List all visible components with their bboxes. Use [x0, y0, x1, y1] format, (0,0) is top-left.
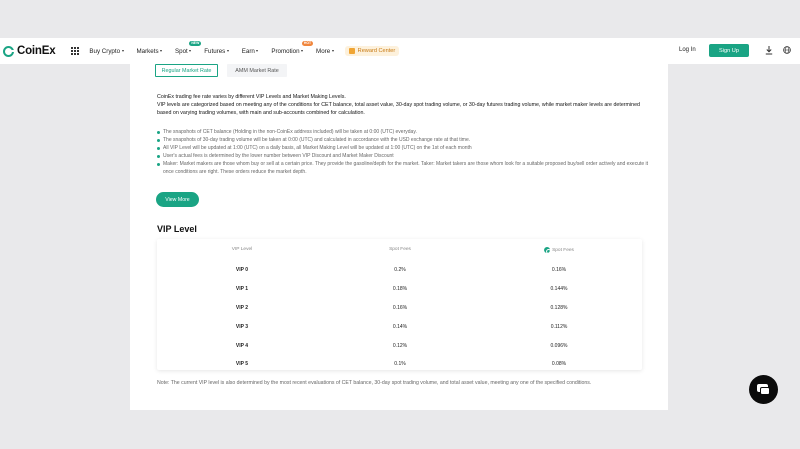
table-row [157, 336, 642, 355]
table-row [157, 317, 642, 336]
spot-fee-cell: 0.12% [392, 343, 408, 349]
header-spot-fees-cet: Spot Fees [544, 247, 574, 253]
chat-support-button[interactable] [749, 375, 778, 404]
spot-fee-cet-cell: 0.16% [551, 267, 567, 273]
list-item: Maker: Market makers are those whom buy or sell at a certain price. They provide the gasoline/depth for the market. Taker: Market takers are those whom look for a suitable proposed buy/sell order actively and execute it once conditions are right. These orders reduce the market depth. [157, 160, 657, 176]
nav-promotion[interactable]: Promotion HOT [271, 41, 312, 55]
cet-coin-icon [544, 247, 550, 253]
spot-fee-cell: 0.1% [394, 361, 406, 367]
spot-fee-cet-cell: 0.112% [550, 324, 568, 330]
list-item: The snapshots of 30-day trading volume will be taken at 0:00 (UTC) and calculated in accordance with the USD exchange rate at that time. [157, 136, 657, 144]
fee-rules-list [157, 128, 657, 176]
spot-fee-cell: 0.14% [392, 324, 408, 330]
signup-button[interactable]: Sign Up [709, 44, 749, 57]
vip-level-cell: VIP 5 [235, 361, 249, 367]
coinex-logo[interactable] [3, 45, 55, 57]
vip-level-cell: VIP 1 [235, 286, 249, 292]
spot-fee-cell: 0.2% [394, 267, 406, 273]
spot-fee-cet-cell: 0.096% [550, 343, 568, 349]
chevron-down-icon [227, 50, 229, 52]
coinex-logo-icon [3, 46, 14, 57]
spot-fee-cell: 0.16% [392, 305, 408, 311]
nav-more[interactable]: More [316, 48, 334, 55]
fee-rate-card [130, 64, 668, 410]
table-row [157, 298, 642, 317]
top-navbar [0, 38, 800, 64]
list-item: All VIP Level will be updated at 1:00 (UTC) on a daily basis, all Market Making Level will be updated at 1:00 (UTC) on the 1st of each month [157, 144, 657, 152]
list-item: User's actual fees is determined by the lower number between VIP Discount and Market Maker Discount [157, 152, 657, 160]
vip-note: Note: The current VIP level is also determined by the most recent evaluations of CET balance, 30-day spot trading volume, and total asset value, meeting any one of the specified conditions. [157, 380, 592, 386]
spot-fee-cet-cell: 0.144% [550, 286, 568, 292]
grid-icon[interactable] [71, 47, 79, 55]
chevron-down-icon [256, 50, 258, 52]
nav-earn[interactable]: Earn [242, 48, 259, 55]
download-icon[interactable] [765, 46, 773, 55]
spot-fee-cell: 0.18% [392, 286, 408, 292]
vip-level-title: VIP Level [157, 224, 197, 234]
fee-intro [157, 93, 647, 117]
table-row [157, 279, 642, 298]
chevron-down-icon [122, 50, 124, 52]
vip-level-cell: VIP 4 [235, 343, 249, 349]
vip-fee-table [157, 239, 642, 370]
globe-icon[interactable] [783, 46, 791, 54]
login-link[interactable]: Log In [679, 47, 696, 53]
intro-line-1: CoinEx trading fee rate varies by different VIP Levels and Market Making Levels. [157, 94, 346, 100]
view-more-button[interactable]: View More [156, 192, 199, 207]
list-item: The snapshots of CET balance (Holding in the non-CoinEx address included) will be taken at 0:00 (UTC) everyday. [157, 128, 657, 136]
tab-amm-market-rate[interactable]: AMM Market Rate [227, 64, 287, 77]
table-row [157, 260, 642, 279]
reward-center-button[interactable]: Reward Center [345, 46, 400, 56]
table-row [157, 354, 642, 373]
nav-markets[interactable]: Markets [137, 48, 163, 55]
chevron-down-icon [189, 50, 191, 52]
chevron-down-icon [332, 50, 334, 52]
intro-line-2: VIP levels are categorized based on meeting any of the conditions for CET balance, total asset value, 30-day spot trading volume, or 30-day futures trading volume, while market maker levels are determined based on varying trading volumes, with main and sub-accounts combined for calculation. [157, 102, 640, 116]
new-badge: NEW [191, 41, 200, 45]
tab-regular-market-rate[interactable]: Regular Market Rate [155, 64, 218, 77]
spot-fee-cet-cell: 0.08% [551, 361, 567, 367]
gift-icon [349, 48, 355, 54]
chevron-down-icon [160, 50, 162, 52]
hot-badge: HOT [303, 41, 312, 45]
chevron-down-icon [301, 50, 303, 52]
table-header [157, 239, 642, 260]
header-vip-level: VIP Level [231, 247, 253, 252]
vip-level-cell: VIP 2 [235, 305, 249, 311]
nav-spot[interactable]: Spot NEW [175, 41, 200, 55]
nav-buy-crypto[interactable]: Buy Crypto [89, 48, 123, 55]
nav-futures[interactable]: Futures [204, 48, 228, 55]
vip-level-cell: VIP 0 [235, 267, 249, 273]
header-spot-fees: Spot Fees [389, 247, 411, 252]
vip-level-cell: VIP 3 [235, 324, 249, 330]
main-nav [89, 38, 399, 64]
logo-text: CoinEx [17, 45, 56, 57]
spot-fee-cet-cell: 0.128% [550, 305, 568, 311]
